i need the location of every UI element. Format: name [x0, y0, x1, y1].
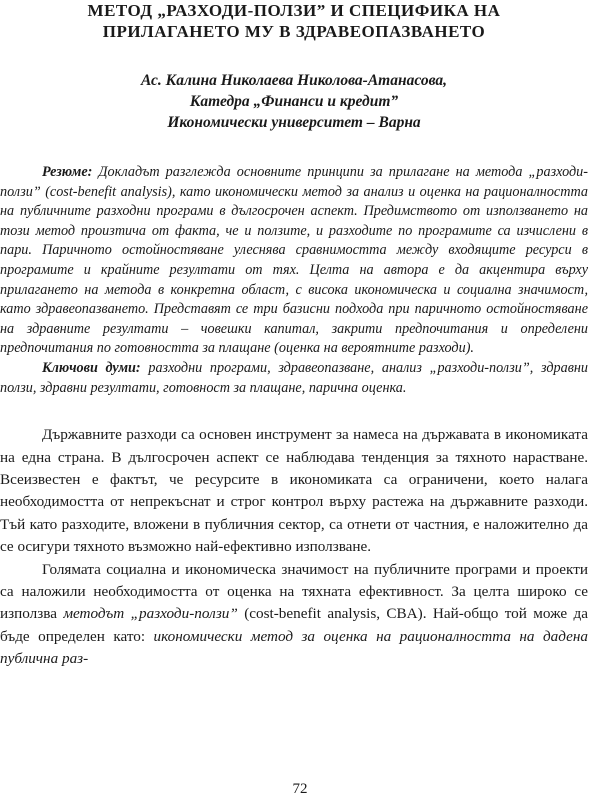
keywords-text: разходни програми, здравеопазване, анализ „разходи-ползи”, здравни ползи, здравни резултати, готовност за плащане, парична оценка.	[0, 359, 588, 396]
abstract	[0, 163, 588, 398]
body-paragraph-2	[0, 559, 588, 671]
body-paragraph-1: Държавните разходи са основен инструмент за намеса на държавата в икономиката на една страна. В дългосрочен аспект се наблюдава тенденция за тяхното нарастване. Всеизвестен е фактът, че ресурсите в икономиката са ограничени, което налага необходимостта от непрекъснат и строг контрол върху растежа на държавните разходи. Тъй като разходите, вложени в публичния сектор, са отнети от частния, е наложително да се осигури тяхното възможно най-ефективно използване.	[0, 426, 588, 556]
method-definition: икономически метод за оценка на рационалността на дадена публична раз-	[0, 627, 588, 668]
summary-text: Докладът разглежда основните принципи за прилагане на метода „разходи-ползи” (cost-benefit analysis), като икономически метод за анализ и оценка на рационалността на публичните разходни програми в дългосрочен аспект. Предимството от използването на този метод произтича от факта, че и ползите, и разходите по програмите са изчислени в пари. Паричното остойностяване улеснява сравнимостта между входящите ресурси в програмите и крайните резултати от тях. Целта на автора е да акцентира върху прилагането на метода в конкретна област, с висока икономическа и социална значимост, като здравеопазването. Представят се три базисни подхода при паричното остойностяване на здравните резултати – човешки капитал, закрити предпочитания и определени предпочитания по готовността за плащане (оценка на вероятните разходи).	[0, 164, 588, 357]
summary-paragraph	[0, 163, 588, 359]
title-line-2: ПРИЛАГАНЕТО МУ В ЗДРАВЕОПАЗВАНЕТО	[102, 22, 486, 41]
author-name: Ас. Калина Николаева Николова-Атанасова,	[140, 72, 448, 89]
paragraph-2-start: Голямата социална и икономическа значимост на публичните програми и проекти са наложили необходимостта от оценка на тяхната ефективност. За целта широко се използва	[0, 560, 588, 623]
summary-label: Резюме:	[42, 164, 93, 180]
author-department: Катедра „Финанси и кредит”	[189, 93, 399, 110]
paper-title	[0, 0, 588, 42]
author-affiliation: Икономически университет – Варна	[167, 114, 421, 131]
keywords-paragraph	[0, 359, 588, 398]
page-number: 72	[292, 781, 308, 797]
keywords-label: Ключови думи:	[42, 359, 141, 376]
title-line-1: МЕТОД „РАЗХОДИ-ПОЛЗИ” И СПЕЦИФИКА НА	[87, 1, 501, 20]
method-term: методът „разходи-ползи”	[63, 605, 238, 623]
paragraph-2-mid: (cost-benefit analysis, CBA). Най-общо той може да бъде определен като:	[0, 605, 588, 645]
body-text	[0, 424, 588, 670]
author-block	[0, 70, 588, 133]
